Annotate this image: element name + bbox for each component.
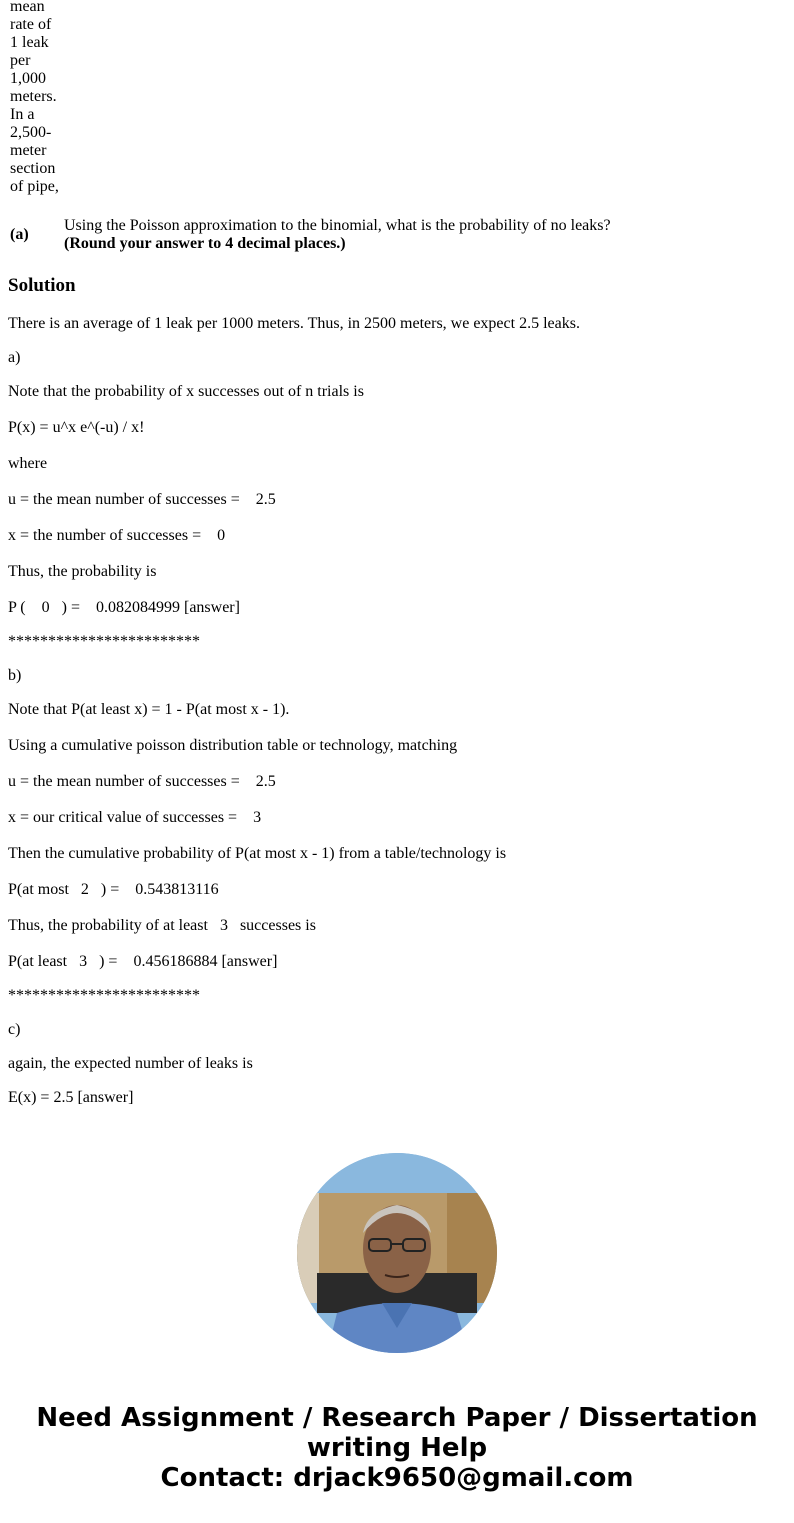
solution-line: a) — [8, 349, 21, 366]
solution-line: x = the number of successes = 0 — [8, 527, 226, 544]
solution-line: P(at most 2 ) = 0.543813116 — [8, 881, 219, 898]
promo-footer — [0, 1403, 794, 1493]
solution-line: Then the cumulative probability of P(at most x - 1) from a table/technology is — [8, 845, 507, 862]
solution-line: u = the mean number of successes = 2.5 — [8, 773, 276, 790]
problem-line: meters. — [10, 88, 57, 105]
problem-line: per — [10, 52, 31, 69]
solution-line: P(x) = u^x e^(-u) / x! — [8, 419, 145, 436]
solution-section — [8, 275, 788, 1106]
solution-heading: Solution — [8, 275, 76, 296]
solution-line: Using a cumulative poisson distribution table or technology, matching — [8, 737, 458, 754]
problem-line: In a — [10, 106, 35, 123]
problem-line: meter — [10, 142, 47, 159]
problem-line: rate of — [10, 16, 52, 33]
problem-line: 2,500- — [10, 124, 52, 141]
solution-line: Note that the probability of x successes out of n trials is — [8, 383, 364, 400]
problem-line: 1,000 — [10, 70, 46, 87]
solution-line: E(x) = 2.5 [answer] — [8, 1089, 134, 1106]
solution-line: Thus, the probability is — [8, 563, 157, 580]
solution-line: There is an average of 1 leak per 1000 meters. Thus, in 2500 meters, we expect 2.5 leaks. — [8, 315, 580, 332]
problem-line: mean — [10, 0, 45, 15]
solution-line: Thus, the probability of at least 3 successes is — [8, 917, 316, 934]
part-a-instruction: (Round your answer to 4 decimal places.) — [64, 235, 346, 252]
solution-line: b) — [8, 667, 22, 684]
solution-line: P ( 0 ) = 0.082084999 [answer] — [8, 599, 240, 616]
solution-line: ************************ — [8, 633, 200, 650]
author-avatar — [297, 1153, 497, 1353]
solution-line: P(at least 3 ) = 0.456186884 [answer] — [8, 953, 278, 970]
promo-line-1: Need Assignment / Research Paper / Dissertation — [36, 1403, 758, 1433]
solution-line: x = our critical value of successes = 3 — [8, 809, 262, 826]
problem-line: of pipe, — [10, 178, 59, 195]
author-portrait-image — [297, 1153, 497, 1353]
problem-line: section — [10, 160, 56, 177]
solution-line: u = the mean number of successes = 2.5 — [8, 491, 276, 508]
solution-line: where — [8, 455, 48, 472]
promo-contact-line: Contact: drjack9650@gmail.com — [160, 1463, 634, 1493]
problem-line: 1 leak — [10, 34, 49, 51]
solution-line: again, the expected number of leaks is — [8, 1055, 253, 1072]
part-a-label: (a) — [10, 226, 29, 243]
solution-line: Note that P(at least x) = 1 - P(at most x - 1). — [8, 701, 290, 718]
solution-line: ************************ — [8, 987, 200, 1004]
part-a-question-block — [64, 217, 611, 253]
promo-line-2: writing Help — [306, 1433, 488, 1463]
part-a-question: Using the Poisson approximation to the binomial, what is the probability of no leaks? — [64, 217, 611, 234]
solution-line: c) — [8, 1021, 21, 1038]
problem-text-fragment — [10, 0, 70, 196]
